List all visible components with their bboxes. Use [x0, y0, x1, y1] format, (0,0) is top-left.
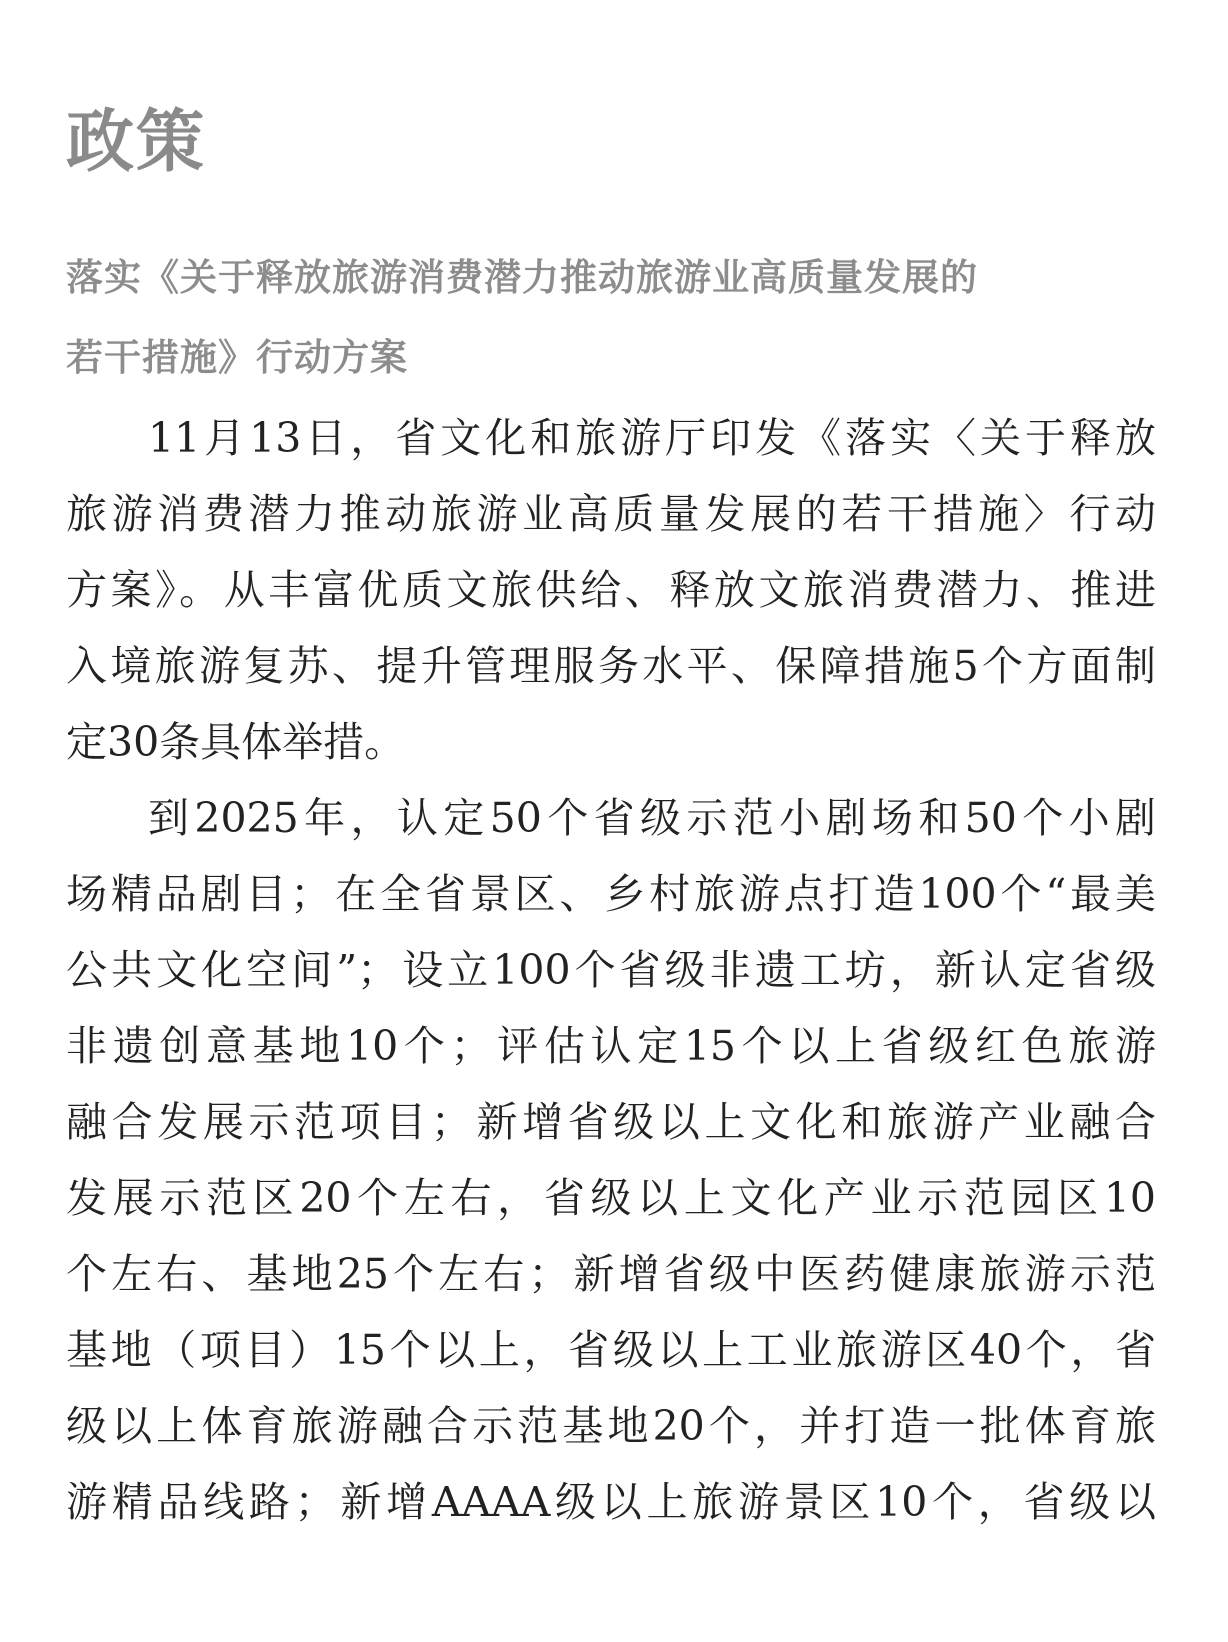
- paragraph-line: 入境旅游复苏、提升管理服务水平、保障措施5个方面制: [66, 642, 1156, 690]
- paragraph-line: 到2025年，认定50个省级示范小剧场和50个小剧: [148, 794, 1156, 842]
- paragraph-line: 级以上体育旅游融合示范基地20个，并打造一批体育旅: [66, 1402, 1156, 1450]
- paragraph-line: 基地（项目）15个以上，省级以上工业旅游区40个，省: [66, 1326, 1156, 1374]
- paragraph-line: 个左右、基地25个左右；新增省级中医药健康旅游示范: [66, 1250, 1156, 1298]
- paragraph-line: 旅游消费潜力推动旅游业高质量发展的若干措施〉行动: [66, 490, 1156, 538]
- paragraph-1: [66, 400, 1156, 780]
- paragraph-line: 定30条具体举措。: [66, 718, 406, 766]
- headline-line: 若干措施》行动方案: [66, 336, 408, 379]
- paragraph-line: 游精品线路；新增AAAA级以上旅游景区10个，省级以: [66, 1478, 1156, 1526]
- paragraph-line: 场精品剧目；在全省景区、乡村旅游点打造100个“最美: [66, 870, 1156, 918]
- article-body: [66, 400, 1156, 1540]
- paragraph-2: [66, 780, 1156, 1540]
- paragraph-line: 公共文化空间”；设立100个省级非遗工坊，新认定省级: [66, 946, 1156, 994]
- headline-line: 落实《关于释放旅游消费潜力推动旅游业高质量发展的: [66, 256, 978, 299]
- paragraph-line: 融合发展示范项目；新增省级以上文化和旅游产业融合: [66, 1098, 1156, 1146]
- section-title: 政策: [66, 103, 207, 182]
- paragraph-line: 方案》。从丰富优质文旅供给、释放文旅消费潜力、推进: [66, 566, 1156, 614]
- paragraph-line: 11月13日，省文化和旅游厅印发《落实〈关于释放: [148, 414, 1156, 462]
- article-headline: [66, 238, 1156, 398]
- paragraph-line: 非遗创意基地10个；评估认定15个以上省级红色旅游: [66, 1022, 1156, 1070]
- paragraph-line: 发展示范区20个左右，省级以上文化产业示范园区10: [66, 1174, 1156, 1222]
